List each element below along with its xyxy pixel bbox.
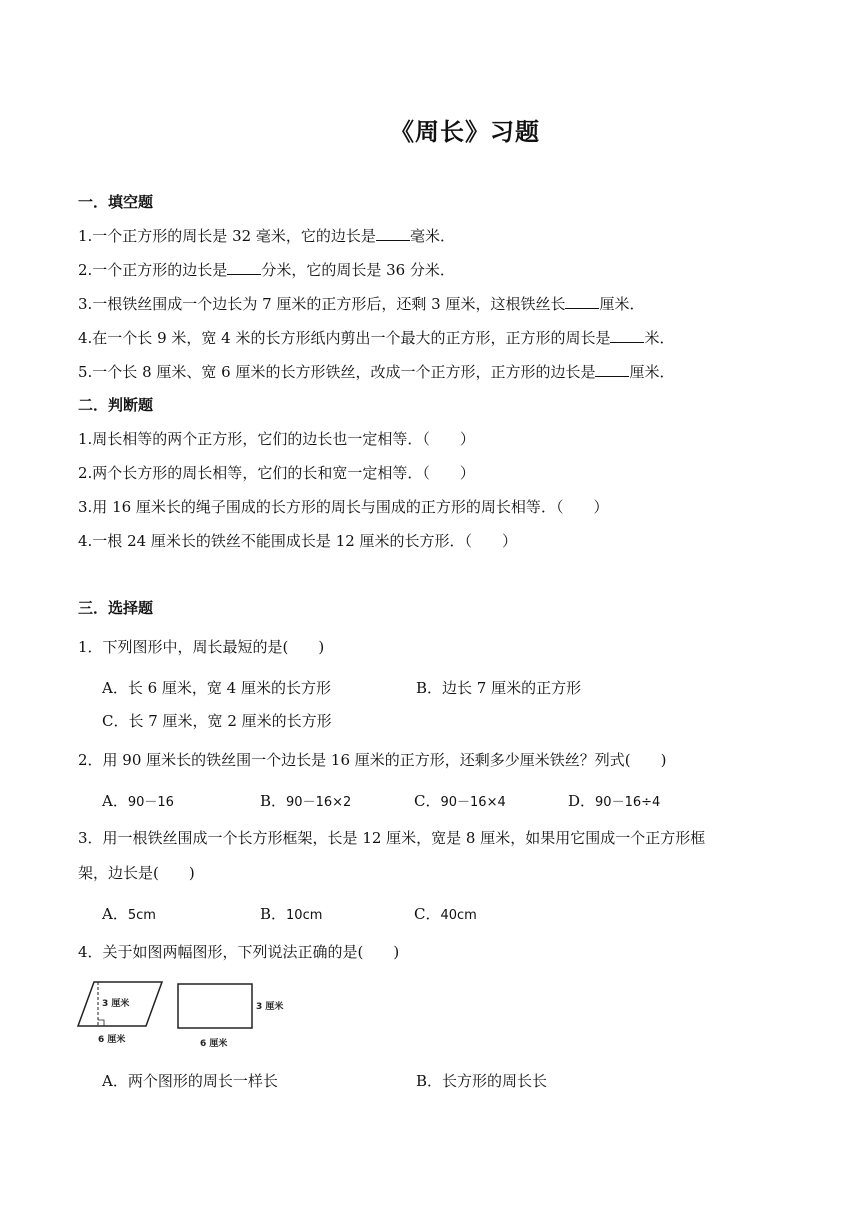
q3-option-c[interactable] bbox=[414, 903, 477, 924]
judge-question-2: 2.两个长方形的周长相等，它们的长和宽一定相等．（ ） bbox=[78, 464, 475, 482]
section1-heading: 一．填空题 bbox=[78, 193, 154, 211]
option-label: C． bbox=[414, 905, 441, 923]
choice-question-4-stem: 4．关于如图两幅图形，下列说法正确的是( ) bbox=[78, 943, 400, 961]
q3-option-a[interactable] bbox=[102, 903, 156, 924]
answer-blank[interactable] bbox=[565, 296, 599, 309]
option-value: 5cm bbox=[127, 908, 156, 923]
parallelogram-base-label: 6 厘米 bbox=[98, 1035, 126, 1045]
fill-question-5-text: 5.一个长 8 厘米、宽 6 厘米的长方形铁丝，改成一个正方形，正方形的边长是 bbox=[78, 363, 596, 381]
choice-question-3-stem-line1: 3．用一根铁丝围成一个长方形框架，长是 12 厘米，宽是 8 厘米，如果用它围成一个正方形框 bbox=[78, 829, 706, 847]
fill-question-3 bbox=[78, 293, 645, 314]
q1-option-b[interactable]: B．边长 7 厘米的正方形 bbox=[416, 679, 582, 697]
q1-option-c[interactable]: C．长 7 厘米，宽 2 厘米的长方形 bbox=[102, 712, 332, 730]
answer-blank[interactable] bbox=[610, 330, 644, 343]
option-label: B． bbox=[260, 905, 287, 923]
rectangle-shape bbox=[178, 984, 252, 1028]
q4-option-b[interactable]: B．长方形的周长长 bbox=[416, 1072, 548, 1090]
fill-question-4 bbox=[78, 327, 675, 348]
q2-option-a[interactable] bbox=[102, 790, 174, 811]
option-value: 40cm bbox=[440, 908, 477, 923]
fill-question-1 bbox=[78, 225, 455, 246]
rectangle-height-label: 3 厘米 bbox=[256, 1002, 284, 1012]
fill-question-1-text: 1.一个正方形的周长是 32 毫米，它的边长是 bbox=[78, 227, 376, 245]
section3-heading: 三．选择题 bbox=[78, 599, 154, 617]
choice-question-2-stem: 2．用 90 厘米长的铁丝围一个边长是 16 厘米的正方形，还剩多少厘米铁丝？列式( ) bbox=[78, 751, 667, 769]
option-label: A． bbox=[102, 905, 128, 923]
fill-question-3-text: 3.一根铁丝围成一个边长为 7 厘米的正方形后，还剩 3 厘米，这根铁丝长 bbox=[78, 295, 566, 313]
rectangle-base-label: 6 厘米 bbox=[200, 1039, 228, 1049]
judge-question-4: 4.一根 24 厘米长的铁丝不能围成长是 12 厘米的长方形．（ ） bbox=[78, 532, 518, 550]
fill-question-4-text: 4.在一个长 9 米，宽 4 米的长方形纸内剪出一个最大的正方形，正方形的周长是 bbox=[78, 329, 611, 347]
answer-blank[interactable] bbox=[376, 228, 410, 241]
fill-question-3-suffix: 厘米． bbox=[599, 295, 645, 313]
fill-question-5 bbox=[78, 361, 675, 382]
fill-question-1-suffix: 毫米． bbox=[409, 227, 455, 245]
option-value: 10cm bbox=[286, 908, 323, 923]
judge-question-3: 3.用 16 厘米长的绳子围成的长方形的周长与围成的正方形的周长相等．（ ） bbox=[78, 498, 609, 516]
option-label: C． bbox=[414, 792, 441, 810]
shapes-figure bbox=[74, 976, 304, 1054]
judge-question-1: 1.周长相等的两个正方形，它们的边长也一定相等．（ ） bbox=[78, 430, 475, 448]
q2-option-c[interactable] bbox=[414, 790, 506, 811]
q4-option-a[interactable]: A．两个图形的周长一样长 bbox=[102, 1072, 278, 1090]
section2-heading: 二．判断题 bbox=[78, 396, 154, 414]
fill-question-5-suffix: 厘米． bbox=[629, 363, 675, 381]
choice-question-1-stem: 1．下列图形中，周长最短的是( ) bbox=[78, 638, 325, 656]
option-formula: 90－16×4 bbox=[440, 795, 506, 810]
option-label: B． bbox=[260, 792, 287, 810]
option-label: A． bbox=[102, 792, 128, 810]
answer-blank[interactable] bbox=[227, 262, 261, 275]
q2-option-d[interactable] bbox=[568, 790, 660, 811]
page-title: 《周长》习题 bbox=[390, 117, 540, 146]
option-label: D． bbox=[568, 792, 596, 810]
answer-blank[interactable] bbox=[595, 364, 629, 377]
q2-option-b[interactable] bbox=[260, 790, 351, 811]
option-formula: 90－16 bbox=[127, 795, 174, 810]
parallelogram-height-label: 3 厘米 bbox=[102, 999, 130, 1009]
q3-option-b[interactable] bbox=[260, 903, 322, 924]
fill-question-2-text: 2.一个正方形的边长是 bbox=[78, 261, 228, 279]
right-angle-mark bbox=[98, 1020, 104, 1026]
fill-question-2-suffix: 分米，它的周长是 36 分米． bbox=[261, 261, 455, 279]
q1-option-a[interactable]: A．长 6 厘米，宽 4 厘米的长方形 bbox=[102, 679, 331, 697]
fill-question-4-suffix: 米． bbox=[644, 329, 675, 347]
option-formula: 90－16÷4 bbox=[595, 795, 661, 810]
choice-question-3-stem-line2: 架，边长是( ) bbox=[78, 864, 195, 882]
fill-question-2 bbox=[78, 259, 455, 280]
option-formula: 90－16×2 bbox=[286, 795, 352, 810]
